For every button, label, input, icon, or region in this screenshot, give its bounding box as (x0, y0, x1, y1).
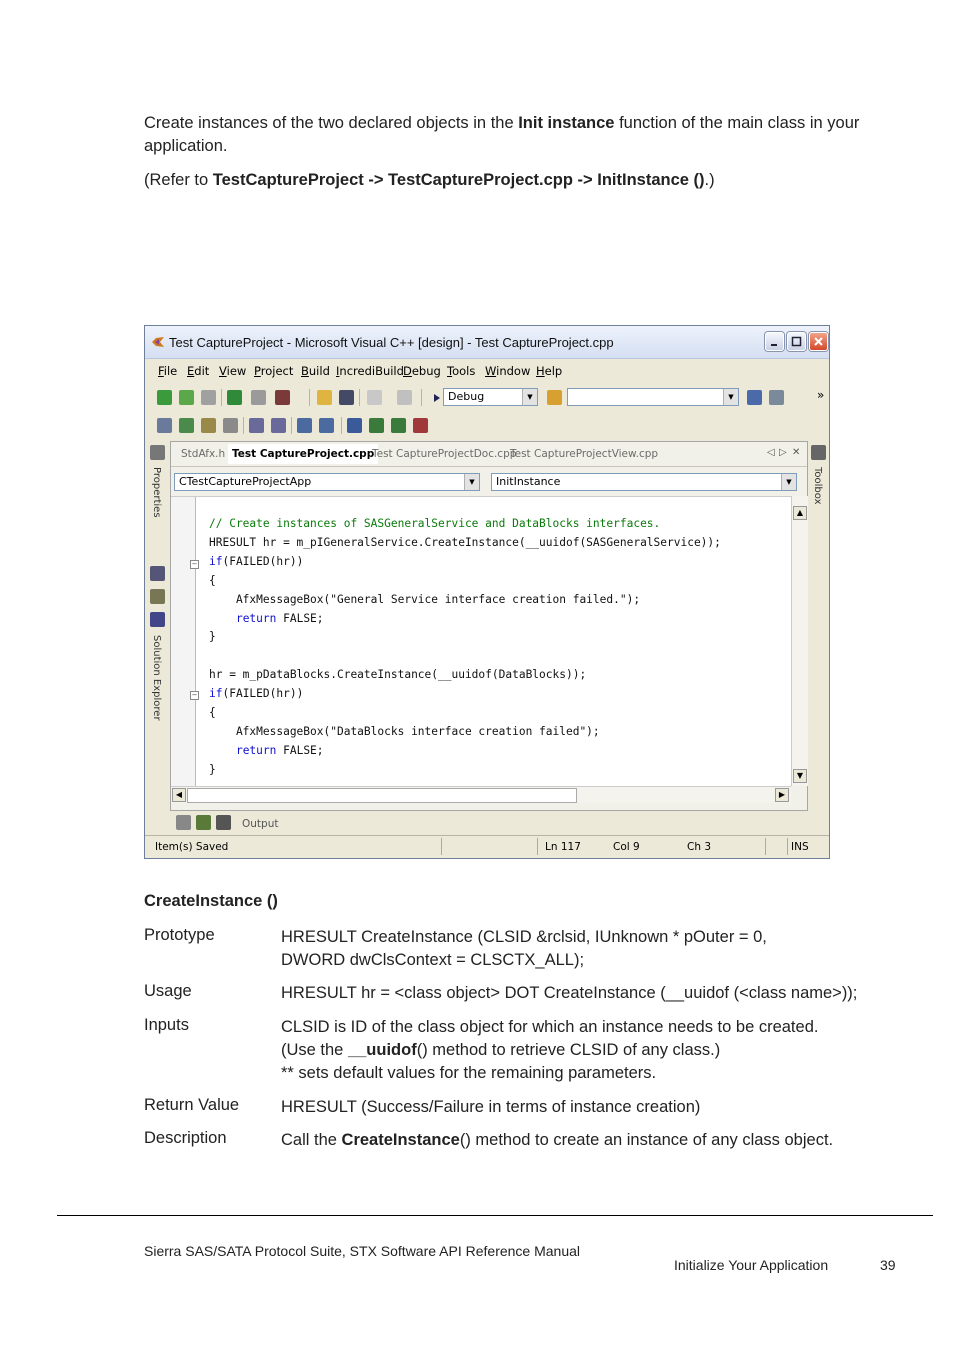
menu-file[interactable]: File (158, 364, 178, 378)
menu-incredibuild[interactable]: IncrediBuild (336, 364, 404, 378)
bookmark-icon[interactable] (347, 418, 362, 433)
find-results-icon[interactable] (196, 815, 211, 830)
description-label: Description (144, 1129, 227, 1147)
status-message: Item(s) Saved (155, 841, 229, 853)
footer-section: Initialize Your Application (674, 1257, 829, 1273)
vertical-scrollbar[interactable] (791, 496, 808, 786)
toolbox-icon[interactable] (811, 445, 826, 460)
tab-testcaptureprojectview-cpp[interactable]: Test CaptureProjectView.cpp (510, 448, 659, 460)
return-value-label: Return Value (144, 1096, 240, 1114)
properties-panel-icon[interactable] (150, 445, 165, 460)
class-view-panel-icon[interactable] (150, 566, 165, 581)
uncomment-icon[interactable] (319, 418, 334, 433)
output-window-icon[interactable] (216, 815, 231, 830)
scroll-left-icon[interactable]: ◀ (172, 788, 186, 802)
scroll-down-icon[interactable]: ▼ (793, 769, 807, 783)
code-editor (170, 441, 808, 811)
menu-tools[interactable]: Tools (447, 364, 476, 378)
comment-icon[interactable] (297, 418, 312, 433)
status-column: Col 9 (613, 841, 640, 853)
indent-icon[interactable] (271, 418, 286, 433)
status-insert-mode: INS (791, 841, 809, 853)
document-tabs (171, 442, 807, 467)
tab-close-icon[interactable]: ✕ (792, 447, 801, 458)
next-bookmark-icon[interactable] (369, 418, 384, 433)
maximize-button[interactable] (787, 332, 806, 351)
menu-debug[interactable]: Debug (403, 364, 441, 378)
status-char: Ch 3 (687, 841, 712, 853)
fold-toggle-icon[interactable]: − (191, 560, 198, 568)
solution-config-combo[interactable]: Debug ▼ (443, 388, 538, 406)
class-view-icon[interactable] (157, 418, 172, 433)
inputs-value: CLSID is ID of the class object for which an instance needs to be created. (Use the __uuidof() method to retrieve CLSID of any class.) ** sets default values for the remaining parameters. (281, 1018, 819, 1082)
menu-edit[interactable]: Edit (187, 364, 210, 378)
description-value: Call the CreateInstance() method to create an instance of any class object. (281, 1131, 834, 1149)
tab-testcaptureprojectdoc-cpp[interactable]: Test CaptureProjectDoc.cpp (372, 448, 517, 460)
clear-bookmarks-icon[interactable] (413, 418, 428, 433)
menu-view[interactable]: View (219, 364, 247, 378)
rebuild-icon[interactable] (251, 390, 266, 405)
scroll-up-icon[interactable]: ▲ (793, 506, 807, 520)
status-line: Ln 117 (545, 841, 581, 853)
tab-testcaptureproject-cpp[interactable]: Test CaptureProject.cpp (228, 444, 378, 464)
left-tool-strip (147, 441, 169, 826)
menu-window[interactable]: Window (485, 364, 531, 378)
footer-divider (57, 1215, 933, 1216)
standard-toolbar (145, 384, 829, 412)
redo-icon[interactable] (397, 390, 412, 405)
find-icon[interactable] (547, 390, 562, 405)
open-folder-icon[interactable] (317, 390, 332, 405)
undo-icon[interactable] (367, 390, 382, 405)
find-combo[interactable]: ▼ (567, 388, 739, 406)
resource-panel-icon[interactable] (150, 589, 165, 604)
status-bar (145, 835, 829, 858)
reference-path: (Refer to TestCaptureProject -> TestCaptureProject.cpp -> InitInstance ().) (144, 171, 715, 189)
ide-window-screenshot (144, 325, 830, 859)
save-icon[interactable] (339, 390, 354, 405)
toolbar-overflow-icon[interactable]: » (817, 388, 825, 402)
tab-scroll-left-icon[interactable]: ◁ (767, 447, 775, 458)
bottom-panel-tabs (170, 811, 808, 835)
footer-manual-title: Sierra SAS/SATA Protocol Suite, STX Software API Reference Manual (144, 1243, 581, 1259)
fold-toggle-icon[interactable]: − (191, 691, 198, 699)
menu-build[interactable]: Build (301, 364, 330, 378)
title-bar (145, 326, 829, 359)
inputs-label: Inputs (144, 1016, 189, 1034)
properties-tab[interactable]: Properties (151, 467, 162, 518)
build-icon[interactable] (227, 390, 242, 405)
start-debug-icon[interactable] (434, 394, 440, 402)
toolbox-tab[interactable]: Toolbox (812, 467, 823, 505)
font-size-icon[interactable] (223, 418, 238, 433)
solution-panel-icon[interactable] (150, 612, 165, 627)
menu-project[interactable]: Project (254, 364, 294, 378)
solution-explorer-icon[interactable] (747, 390, 762, 405)
code-gutter (171, 497, 196, 787)
scroll-thumb[interactable] (187, 788, 577, 803)
tab-stdafx[interactable]: StdAfx.h (181, 448, 226, 460)
prototype-label: Prototype (144, 926, 215, 944)
navigation-bar (171, 469, 807, 491)
incredibuild-icon[interactable] (275, 390, 290, 405)
close-button[interactable] (809, 332, 828, 351)
right-tool-strip (809, 441, 829, 541)
new-project-icon[interactable] (157, 390, 172, 405)
member-combo[interactable]: InitInstance ▼ (491, 473, 797, 491)
horizontal-scrollbar[interactable] (171, 786, 791, 803)
resource-view-icon[interactable] (179, 418, 194, 433)
window-title: Test CaptureProject - Microsoft Visual C++ [design] - Test CaptureProject.cpp (169, 335, 614, 350)
page-number: 39 (880, 1257, 896, 1273)
scroll-right-icon[interactable]: ▶ (775, 788, 789, 802)
solution-explorer-tab[interactable]: Solution Explorer (151, 635, 162, 721)
return-value-value: HRESULT (Success/Failure in terms of instance creation) (281, 1098, 701, 1116)
formatting-toolbar (145, 412, 829, 440)
prev-bookmark-icon[interactable] (391, 418, 406, 433)
usage-value: HRESULT hr = <class object> DOT CreateInstance (__uuidof (<class name>)); (281, 984, 858, 1002)
output-tab[interactable]: Output (242, 818, 279, 830)
tab-scroll-right-icon[interactable]: ▷ (779, 447, 787, 458)
add-item-icon[interactable] (179, 390, 194, 405)
minimize-button[interactable] (765, 332, 784, 351)
properties-icon[interactable] (769, 390, 784, 405)
class-combo[interactable]: CTestCaptureProjectApp ▼ (174, 473, 480, 491)
menu-bar (145, 360, 829, 382)
usage-label: Usage (144, 982, 192, 1000)
prototype-value: HRESULT CreateInstance (CLSID &rclsid, IUnknown * pOuter = 0, DWORD dwClsContext = CLSCTX_ALL); (281, 928, 767, 969)
task-list-icon[interactable] (176, 815, 191, 830)
visual-studio-icon (151, 336, 165, 348)
disabled-tool-icon (201, 390, 216, 405)
align-icon[interactable] (201, 418, 216, 433)
code-pane[interactable] (171, 496, 791, 787)
intro-paragraph: Create instances of the two declared objects in the Init instance function of the main class in your application. (144, 114, 860, 155)
menu-help[interactable]: Help (536, 364, 563, 378)
outdent-icon[interactable] (249, 418, 264, 433)
source-code: // Create instances of SASGeneralService and DataBlocks interfaces. HRESULT hr = m_pIGeneralService.CreateInstance(__uuidof(SASGeneralService)); if(FAILED(hr)) { AfxMessageBox("General Service interface creation failed."); return FALSE; } hr = m_pDataBlocks.CreateInstance(__uuidof(DataBlocks)); if(FAILED(hr)) { AfxMessageBox("DataBlocks interface creation failed"); return FALSE; } (209, 517, 721, 776)
section-heading: CreateInstance () (144, 892, 278, 910)
